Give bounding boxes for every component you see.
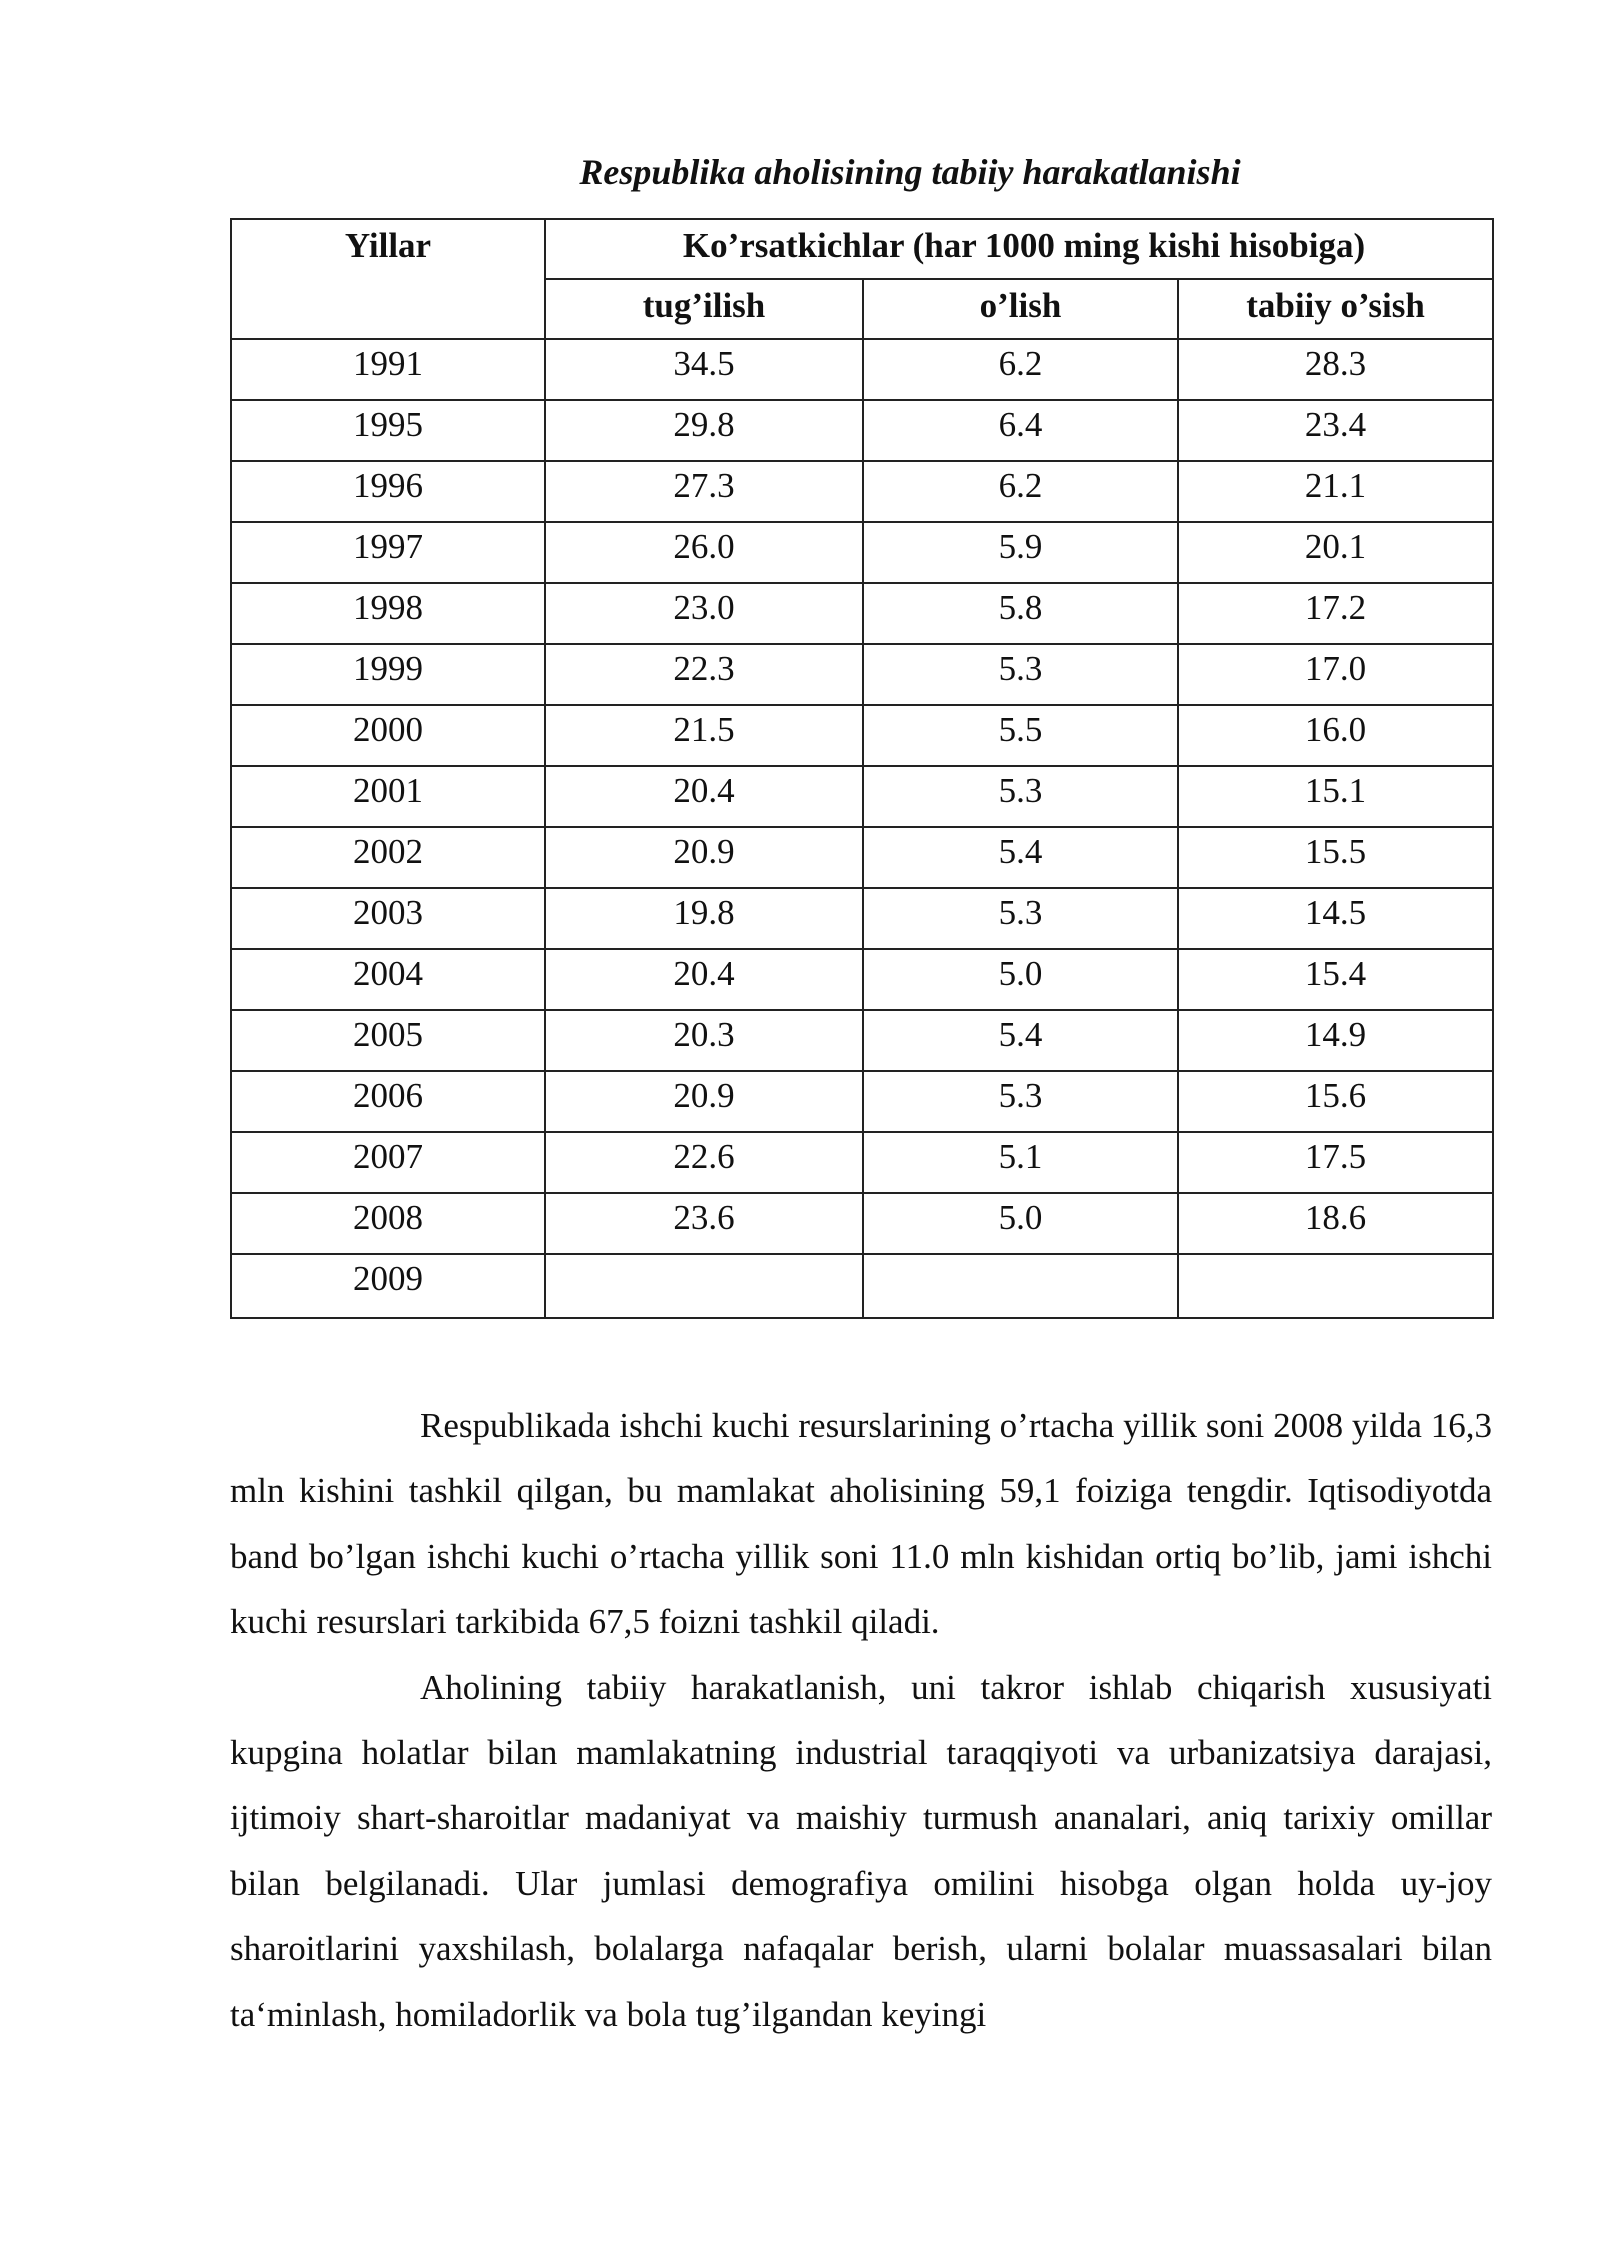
cell-births: 20.3 [545, 1010, 863, 1071]
cell-year: 1995 [231, 400, 545, 461]
cell-natural-growth: 17.2 [1178, 583, 1493, 644]
cell-year: 2006 [231, 1071, 545, 1132]
cell-natural-growth: 15.5 [1178, 827, 1493, 888]
cell-natural-growth: 15.4 [1178, 949, 1493, 1010]
population-table [230, 218, 1494, 1319]
cell-births: 22.6 [545, 1132, 863, 1193]
cell-deaths: 5.3 [863, 644, 1178, 705]
cell-births: 23.6 [545, 1193, 863, 1254]
cell-year: 1999 [231, 644, 545, 705]
cell-natural-growth: 14.9 [1178, 1010, 1493, 1071]
cell-births: 20.4 [545, 766, 863, 827]
cell-natural-growth [1178, 1254, 1493, 1318]
cell-year: 2008 [231, 1193, 545, 1254]
cell-natural-growth: 18.6 [1178, 1193, 1493, 1254]
cell-natural-growth: 15.1 [1178, 766, 1493, 827]
cell-deaths: 5.4 [863, 1010, 1178, 1071]
body-text [230, 1393, 1492, 2047]
cell-year: 1996 [231, 461, 545, 522]
table-row [231, 766, 1493, 827]
header-year: Yillar [231, 219, 545, 339]
cell-natural-growth: 17.5 [1178, 1132, 1493, 1193]
cell-births [545, 1254, 863, 1318]
cell-births: 19.8 [545, 888, 863, 949]
table-row [231, 339, 1493, 400]
header-indicators-label: Ko’rsatkichlar (har 1000 ming kishi hisobiga) [682, 226, 1366, 265]
cell-deaths: 6.2 [863, 461, 1178, 522]
cell-births: 29.8 [545, 400, 863, 461]
cell-births: 22.3 [545, 644, 863, 705]
table-row [231, 949, 1493, 1010]
cell-births: 20.9 [545, 827, 863, 888]
cell-deaths: 5.4 [863, 827, 1178, 888]
cell-year: 1991 [231, 339, 545, 400]
cell-deaths: 5.8 [863, 583, 1178, 644]
table-row [231, 1071, 1493, 1132]
table-row [231, 461, 1493, 522]
cell-births: 26.0 [545, 522, 863, 583]
cell-deaths: 5.9 [863, 522, 1178, 583]
cell-deaths: 5.3 [863, 888, 1178, 949]
cell-natural-growth: 23.4 [1178, 400, 1493, 461]
cell-births: 34.5 [545, 339, 863, 400]
paragraph-text: Respublikada ishchi kuchi resurslarining o’rtacha yillik soni 2008 yilda 16,3 mln kishini tashkil qilgan, bu mamlakat aholisining 59,1 foiziga tengdir. Iqtisodiyotda band bo’lgan ishchi kuchi o’rtacha yillik soni 11.0 mln kishidan ortiq bo’lib, jami ishchi kuchi resurslari tarkibida 67,5 foizni tashkil qiladi. [230, 1406, 1492, 1642]
table-row [231, 827, 1493, 888]
table-row [231, 1193, 1493, 1254]
cell-births: 20.4 [545, 949, 863, 1010]
cell-natural-growth: 21.1 [1178, 461, 1493, 522]
paragraph [230, 1393, 1492, 1655]
cell-natural-growth: 28.3 [1178, 339, 1493, 400]
table-row [231, 400, 1493, 461]
table-row [231, 705, 1493, 766]
header-indicators [545, 219, 1493, 279]
cell-births: 20.9 [545, 1071, 863, 1132]
cell-year: 2000 [231, 705, 545, 766]
cell-natural-growth: 16.0 [1178, 705, 1493, 766]
cell-year: 1998 [231, 583, 545, 644]
cell-year: 1997 [231, 522, 545, 583]
cell-year: 2001 [231, 766, 545, 827]
cell-year: 2007 [231, 1132, 545, 1193]
cell-natural-growth: 15.6 [1178, 1071, 1493, 1132]
cell-deaths: 5.5 [863, 705, 1178, 766]
table-row [231, 1254, 1493, 1318]
cell-births: 21.5 [545, 705, 863, 766]
header-deaths: o’lish [863, 279, 1178, 339]
paragraph-text: Aholining tabiiy harakatlanish, uni takror ishlab chiqarish xususiyati kupgina holatlar bilan mamlakatning industrial taraqqiyoti va urbanizatsiya darajasi, ijtimoiy shart-sharoitlar madaniyat va maishiy turmush ananalari, aniq tarixiy omillar bilan belgilanadi. Ular jumlasi demografiya omilini hisobga olgan holda uy-joy sharoitlarini yaxshilash, bolalarga nafaqalar berish, ularni bolalar muassasalari bilan ta‘minlash, homiladorlik va bola tug’ilgandan keyingi [230, 1667, 1492, 2034]
table-row [231, 522, 1493, 583]
cell-year: 2002 [231, 827, 545, 888]
cell-deaths: 5.0 [863, 1193, 1178, 1254]
table-header-row [231, 219, 1493, 279]
table-row [231, 644, 1493, 705]
cell-deaths: 5.1 [863, 1132, 1178, 1193]
table-body [231, 339, 1493, 1318]
header-births: tug’ilish [545, 279, 863, 339]
table-row [231, 583, 1493, 644]
cell-deaths: 6.2 [863, 339, 1178, 400]
table-row [231, 1010, 1493, 1071]
header-natural-growth: tabiiy o’sish [1178, 279, 1493, 339]
cell-year: 2003 [231, 888, 545, 949]
cell-deaths: 5.3 [863, 1071, 1178, 1132]
cell-deaths: 5.0 [863, 949, 1178, 1010]
cell-deaths: 5.3 [863, 766, 1178, 827]
cell-deaths: 6.4 [863, 400, 1178, 461]
cell-year: 2004 [231, 949, 545, 1010]
cell-births: 27.3 [545, 461, 863, 522]
cell-year: 2005 [231, 1010, 545, 1071]
table-row [231, 888, 1493, 949]
paragraph [230, 1655, 1492, 2047]
table-row [231, 1132, 1493, 1193]
cell-year: 2009 [231, 1254, 545, 1318]
cell-natural-growth: 14.5 [1178, 888, 1493, 949]
cell-natural-growth: 17.0 [1178, 644, 1493, 705]
cell-births: 23.0 [545, 583, 863, 644]
page-title: Respublika aholisining tabiiy harakatlanishi [579, 152, 1241, 192]
cell-deaths [863, 1254, 1178, 1318]
cell-natural-growth: 20.1 [1178, 522, 1493, 583]
